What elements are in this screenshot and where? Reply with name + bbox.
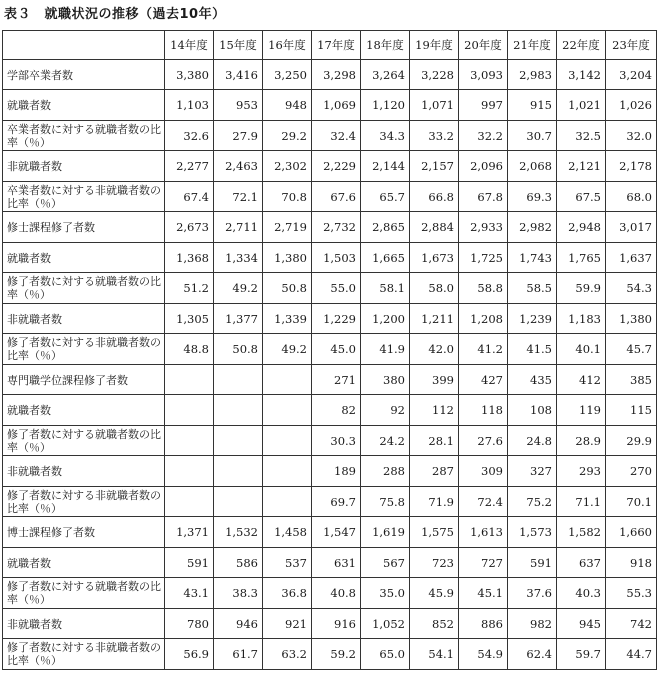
value-cell: 1,637 [606, 243, 657, 273]
value-cell: 29.2 [263, 121, 312, 151]
table-row [3, 578, 657, 609]
value-cell: 45.0 [312, 334, 361, 365]
value-cell: 115 [606, 395, 657, 426]
value-cell: 435 [508, 365, 557, 395]
value-cell: 1,458 [263, 517, 312, 548]
value-cell: 59.9 [557, 273, 606, 304]
table-row [3, 304, 657, 334]
value-cell: 1,582 [557, 517, 606, 548]
value-cell: 82 [312, 395, 361, 426]
value-cell: 918 [606, 548, 657, 578]
value-cell: 1,368 [165, 243, 214, 273]
table-row [3, 182, 657, 212]
value-cell: 2,229 [312, 151, 361, 182]
row-label: 修士課程修了者数 [3, 212, 165, 243]
value-cell: 28.1 [410, 426, 459, 456]
value-cell: 3,017 [606, 212, 657, 243]
value-cell: 2,068 [508, 151, 557, 182]
value-cell: 45.7 [606, 334, 657, 365]
value-cell: 567 [361, 548, 410, 578]
value-cell: 69.3 [508, 182, 557, 212]
value-cell: 58.1 [361, 273, 410, 304]
value-cell [263, 395, 312, 426]
row-label: 修了者数に対する就職者数の比率（％） [3, 273, 165, 304]
value-cell: 29.9 [606, 426, 657, 456]
value-cell: 288 [361, 456, 410, 487]
value-cell: 71.1 [557, 487, 606, 517]
value-cell: 915 [508, 90, 557, 121]
table-row [3, 609, 657, 639]
header-year-cell: 18年度 [361, 31, 410, 60]
table-row [3, 456, 657, 487]
value-cell: 2,463 [214, 151, 263, 182]
value-cell: 58.5 [508, 273, 557, 304]
table-row [3, 90, 657, 121]
value-cell: 92 [361, 395, 410, 426]
value-cell: 24.2 [361, 426, 410, 456]
value-cell: 72.4 [459, 487, 508, 517]
value-cell: 953 [214, 90, 263, 121]
value-cell: 2,933 [459, 212, 508, 243]
value-cell: 380 [361, 365, 410, 395]
value-cell: 41.9 [361, 334, 410, 365]
value-cell: 43.1 [165, 578, 214, 609]
table-row [3, 151, 657, 182]
value-cell: 54.9 [459, 639, 508, 670]
value-cell: 50.8 [214, 334, 263, 365]
value-cell: 3,250 [263, 60, 312, 90]
value-cell: 75.8 [361, 487, 410, 517]
value-cell: 1,021 [557, 90, 606, 121]
header-year-cell: 16年度 [263, 31, 312, 60]
value-cell: 727 [459, 548, 508, 578]
row-label: 非就職者数 [3, 609, 165, 639]
value-cell: 61.7 [214, 639, 263, 670]
value-cell: 2,884 [410, 212, 459, 243]
value-cell: 1,380 [606, 304, 657, 334]
value-cell: 399 [410, 365, 459, 395]
value-cell: 1,573 [508, 517, 557, 548]
value-cell: 2,711 [214, 212, 263, 243]
value-cell: 1,503 [312, 243, 361, 273]
row-label: 修了者数に対する就職者数の比率（％） [3, 578, 165, 609]
value-cell: 1,229 [312, 304, 361, 334]
table-row [3, 273, 657, 304]
value-cell: 41.5 [508, 334, 557, 365]
value-cell: 67.6 [312, 182, 361, 212]
row-label: 学部卒業者数 [3, 60, 165, 90]
value-cell: 1,208 [459, 304, 508, 334]
value-cell: 1,239 [508, 304, 557, 334]
value-cell: 385 [606, 365, 657, 395]
value-cell [165, 365, 214, 395]
value-cell: 44.7 [606, 639, 657, 670]
header-year-cell: 17年度 [312, 31, 361, 60]
value-cell [165, 487, 214, 517]
row-label: 修了者数に対する非就職者数の比率（％） [3, 639, 165, 670]
value-cell: 270 [606, 456, 657, 487]
value-cell: 45.1 [459, 578, 508, 609]
value-cell: 67.8 [459, 182, 508, 212]
table-row [3, 334, 657, 365]
row-label: 就職者数 [3, 243, 165, 273]
value-cell: 2,144 [361, 151, 410, 182]
value-cell [263, 365, 312, 395]
value-cell: 427 [459, 365, 508, 395]
value-cell: 51.2 [165, 273, 214, 304]
value-cell: 48.8 [165, 334, 214, 365]
row-label: 就職者数 [3, 548, 165, 578]
value-cell: 293 [557, 456, 606, 487]
value-cell: 34.3 [361, 121, 410, 151]
value-cell [165, 426, 214, 456]
value-cell: 2,673 [165, 212, 214, 243]
value-cell: 3,380 [165, 60, 214, 90]
row-label: 修了者数に対する就職者数の比率（％） [3, 426, 165, 456]
row-label: 修了者数に対する非就職者数の比率（％） [3, 487, 165, 517]
value-cell: 916 [312, 609, 361, 639]
value-cell: 2,178 [606, 151, 657, 182]
value-cell: 1,547 [312, 517, 361, 548]
value-cell: 1,725 [459, 243, 508, 273]
value-cell: 271 [312, 365, 361, 395]
table-row [3, 426, 657, 456]
header-corner-cell [3, 31, 165, 60]
value-cell: 27.6 [459, 426, 508, 456]
table-body [3, 60, 657, 670]
value-cell: 35.0 [361, 578, 410, 609]
value-cell: 3,298 [312, 60, 361, 90]
value-cell: 56.9 [165, 639, 214, 670]
value-cell [165, 456, 214, 487]
value-cell: 1,743 [508, 243, 557, 273]
value-cell: 40.8 [312, 578, 361, 609]
value-cell: 997 [459, 90, 508, 121]
value-cell: 58.0 [410, 273, 459, 304]
value-cell: 37.6 [508, 578, 557, 609]
value-cell: 287 [410, 456, 459, 487]
row-label: 非就職者数 [3, 456, 165, 487]
value-cell: 72.1 [214, 182, 263, 212]
value-cell: 982 [508, 609, 557, 639]
value-cell: 55.0 [312, 273, 361, 304]
value-cell: 1,069 [312, 90, 361, 121]
value-cell [165, 395, 214, 426]
table-row [3, 121, 657, 151]
value-cell: 54.1 [410, 639, 459, 670]
value-cell [214, 456, 263, 487]
row-label: 卒業者数に対する就職者数の比率（％） [3, 121, 165, 151]
value-cell: 3,093 [459, 60, 508, 90]
value-cell: 189 [312, 456, 361, 487]
table-row [3, 395, 657, 426]
value-cell: 3,228 [410, 60, 459, 90]
value-cell: 1,183 [557, 304, 606, 334]
header-year-cell: 14年度 [165, 31, 214, 60]
row-label: 就職者数 [3, 395, 165, 426]
value-cell: 33.2 [410, 121, 459, 151]
value-cell: 71.9 [410, 487, 459, 517]
value-cell: 49.2 [263, 334, 312, 365]
value-cell: 1,052 [361, 609, 410, 639]
row-label: 非就職者数 [3, 304, 165, 334]
value-cell: 723 [410, 548, 459, 578]
value-cell: 309 [459, 456, 508, 487]
value-cell: 1,339 [263, 304, 312, 334]
value-cell: 1,200 [361, 304, 410, 334]
value-cell: 886 [459, 609, 508, 639]
value-cell [263, 456, 312, 487]
value-cell: 68.0 [606, 182, 657, 212]
value-cell: 921 [263, 609, 312, 639]
value-cell: 631 [312, 548, 361, 578]
value-cell [214, 365, 263, 395]
header-year-cell: 22年度 [557, 31, 606, 60]
value-cell: 59.2 [312, 639, 361, 670]
value-cell: 1,305 [165, 304, 214, 334]
value-cell: 1,380 [263, 243, 312, 273]
table-row [3, 639, 657, 670]
value-cell: 945 [557, 609, 606, 639]
value-cell: 1,575 [410, 517, 459, 548]
value-cell: 2,719 [263, 212, 312, 243]
table-row [3, 243, 657, 273]
table-header [3, 31, 657, 60]
header-year-cell: 19年度 [410, 31, 459, 60]
value-cell: 67.5 [557, 182, 606, 212]
value-cell: 32.2 [459, 121, 508, 151]
value-cell: 1,665 [361, 243, 410, 273]
value-cell: 2,948 [557, 212, 606, 243]
value-cell: 412 [557, 365, 606, 395]
value-cell: 50.8 [263, 273, 312, 304]
table-title: 表３ 就職状況の推移（過去10年） [4, 7, 226, 22]
value-cell: 119 [557, 395, 606, 426]
value-cell [263, 426, 312, 456]
value-cell: 32.4 [312, 121, 361, 151]
value-cell: 118 [459, 395, 508, 426]
value-cell: 40.1 [557, 334, 606, 365]
value-cell: 38.3 [214, 578, 263, 609]
value-cell: 1,371 [165, 517, 214, 548]
value-cell: 32.6 [165, 121, 214, 151]
value-cell: 637 [557, 548, 606, 578]
value-cell: 2,121 [557, 151, 606, 182]
value-cell: 586 [214, 548, 263, 578]
value-cell: 3,142 [557, 60, 606, 90]
value-cell: 852 [410, 609, 459, 639]
value-cell [214, 395, 263, 426]
table-row [3, 548, 657, 578]
value-cell: 49.2 [214, 273, 263, 304]
value-cell: 327 [508, 456, 557, 487]
value-cell: 55.3 [606, 578, 657, 609]
value-cell: 66.8 [410, 182, 459, 212]
value-cell: 28.9 [557, 426, 606, 456]
value-cell: 1,334 [214, 243, 263, 273]
value-cell: 2,982 [508, 212, 557, 243]
value-cell: 32.0 [606, 121, 657, 151]
value-cell: 70.1 [606, 487, 657, 517]
value-cell: 36.8 [263, 578, 312, 609]
value-cell: 1,377 [214, 304, 263, 334]
value-cell: 75.2 [508, 487, 557, 517]
value-cell: 69.7 [312, 487, 361, 517]
value-cell: 2,732 [312, 212, 361, 243]
value-cell: 1,071 [410, 90, 459, 121]
value-cell: 1,660 [606, 517, 657, 548]
value-cell: 24.8 [508, 426, 557, 456]
value-cell: 45.9 [410, 578, 459, 609]
header-year-cell: 23年度 [606, 31, 657, 60]
value-cell: 2,096 [459, 151, 508, 182]
table-row [3, 517, 657, 548]
value-cell [214, 426, 263, 456]
value-cell: 112 [410, 395, 459, 426]
value-cell: 42.0 [410, 334, 459, 365]
value-cell: 1,103 [165, 90, 214, 121]
value-cell: 27.9 [214, 121, 263, 151]
value-cell: 1,026 [606, 90, 657, 121]
value-cell: 2,865 [361, 212, 410, 243]
value-cell: 3,416 [214, 60, 263, 90]
value-cell: 3,264 [361, 60, 410, 90]
row-label: 就職者数 [3, 90, 165, 121]
value-cell: 2,277 [165, 151, 214, 182]
value-cell: 1,532 [214, 517, 263, 548]
value-cell: 1,211 [410, 304, 459, 334]
table-row [3, 365, 657, 395]
value-cell [263, 487, 312, 517]
header-year-cell: 15年度 [214, 31, 263, 60]
row-label: 修了者数に対する非就職者数の比率（％） [3, 334, 165, 365]
value-cell: 2,157 [410, 151, 459, 182]
value-cell: 1,673 [410, 243, 459, 273]
value-cell: 63.2 [263, 639, 312, 670]
value-cell: 537 [263, 548, 312, 578]
value-cell: 1,765 [557, 243, 606, 273]
value-cell: 30.7 [508, 121, 557, 151]
value-cell: 2,983 [508, 60, 557, 90]
value-cell: 40.3 [557, 578, 606, 609]
value-cell: 70.8 [263, 182, 312, 212]
value-cell: 65.0 [361, 639, 410, 670]
value-cell: 65.7 [361, 182, 410, 212]
value-cell: 41.2 [459, 334, 508, 365]
row-label: 博士課程修了者数 [3, 517, 165, 548]
header-year-cell: 21年度 [508, 31, 557, 60]
value-cell: 780 [165, 609, 214, 639]
table-row [3, 60, 657, 90]
value-cell: 946 [214, 609, 263, 639]
row-label: 卒業者数に対する非就職者数の比率（％） [3, 182, 165, 212]
value-cell: 54.3 [606, 273, 657, 304]
value-cell: 742 [606, 609, 657, 639]
table-row [3, 212, 657, 243]
value-cell: 2,302 [263, 151, 312, 182]
value-cell: 59.7 [557, 639, 606, 670]
header-year-cell: 20年度 [459, 31, 508, 60]
header-row [3, 31, 657, 60]
value-cell: 67.4 [165, 182, 214, 212]
value-cell: 108 [508, 395, 557, 426]
row-label: 非就職者数 [3, 151, 165, 182]
value-cell: 948 [263, 90, 312, 121]
value-cell: 62.4 [508, 639, 557, 670]
value-cell: 591 [165, 548, 214, 578]
value-cell: 58.8 [459, 273, 508, 304]
value-cell [214, 487, 263, 517]
value-cell: 1,619 [361, 517, 410, 548]
row-label: 専門職学位課程修了者数 [3, 365, 165, 395]
table-row [3, 487, 657, 517]
value-cell: 3,204 [606, 60, 657, 90]
value-cell: 32.5 [557, 121, 606, 151]
employment-table [2, 30, 657, 670]
value-cell: 30.3 [312, 426, 361, 456]
value-cell: 591 [508, 548, 557, 578]
value-cell: 1,613 [459, 517, 508, 548]
value-cell: 1,120 [361, 90, 410, 121]
